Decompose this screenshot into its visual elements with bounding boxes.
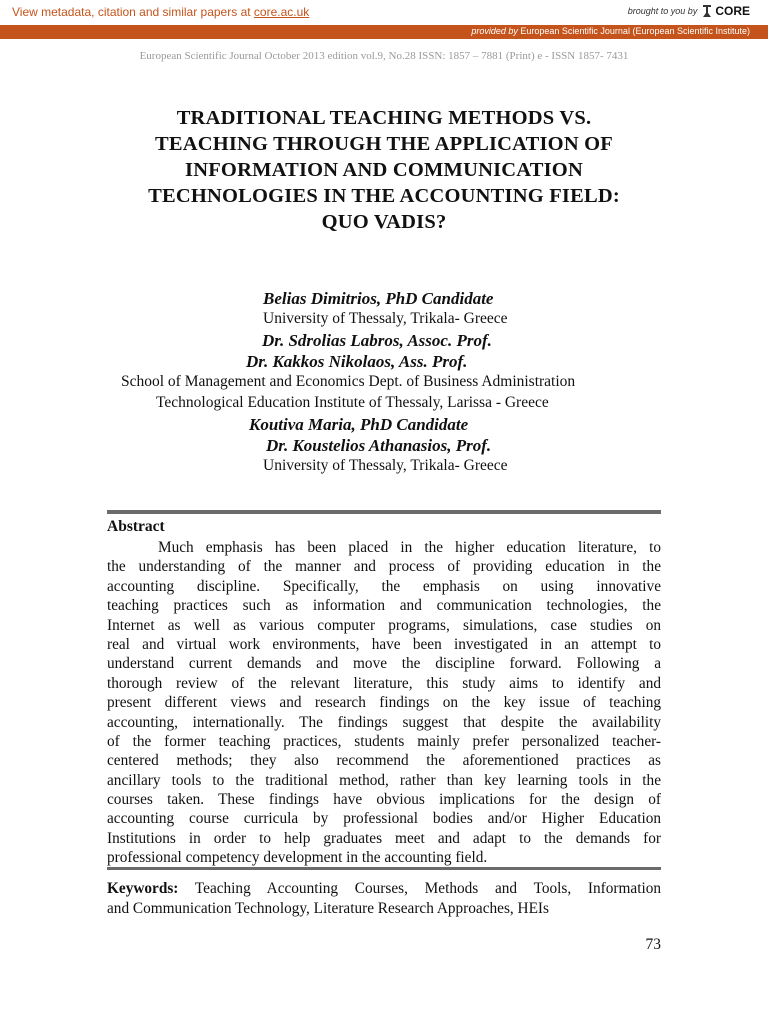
keywords-section [107, 879, 661, 919]
brought-by-text: brought to you by [627, 6, 698, 16]
author-affiliation: Technological Education Institute of Thessaly, Larissa - Greece [156, 394, 549, 411]
author-affiliation: University of Thessaly, Trikala- Greece [263, 457, 508, 474]
core-banner [0, 0, 768, 26]
title-line: TECHNOLOGIES IN THE ACCOUNTING FIELD: [148, 185, 620, 207]
abstract-line: Much emphasis has been placed in the higher education literature, to [158, 539, 661, 556]
author-name: Belias Dimitrios, PhD Candidate [263, 289, 494, 308]
abstract-line: accounting discipline. Specifically, the emphasis on using innovative [107, 577, 661, 595]
journal-header: European Scientific Journal October 2013 edition vol.9, No.28 ISSN: 1857 – 7881 (Print) e - ISSN 1857- 7431 [139, 50, 629, 62]
abstract-text [107, 538, 661, 868]
title-line: INFORMATION AND COMMUNICATION [185, 159, 583, 181]
abstract-line: Internet as well as various computer programs, simulations, case studies on [107, 616, 661, 634]
abstract-line: the understanding of the manner and process of providing education in the [107, 558, 661, 576]
title-line: TRADITIONAL TEACHING METHODS VS. [176, 107, 592, 129]
abstract-line: professional competency development in the accounting field. [107, 849, 488, 867]
core-ac-uk-link[interactable]: core.ac.uk [253, 5, 310, 19]
author-block [0, 289, 768, 478]
provided-by-bar [0, 25, 768, 39]
abstract-line: accounting course curricula by professional bodies and/or Higher Education [107, 810, 661, 828]
abstract-line: ancillary tools to the traditional method, rather than key learning tools in the [107, 771, 661, 789]
core-logo-icon [701, 4, 713, 18]
author-affiliation: School of Management and Economics Dept. of Business Administration [121, 373, 576, 390]
paper-title [90, 105, 678, 235]
title-line: TEACHING THROUGH THE APPLICATION OF [154, 133, 614, 155]
abstract-top-rule [107, 510, 661, 514]
author-affiliation: University of Thessaly, Trikala- Greece [263, 310, 508, 327]
provided-by-prefix: provided by [471, 26, 518, 36]
abstract-line: understand current demands and move the discipline forward. Following a [107, 655, 661, 673]
abstract-line: courses taken. These findings have obvious implications for the design of [107, 791, 661, 809]
author-name: Koutiva Maria, PhD Candidate [249, 415, 469, 434]
keywords-label: Keywords: [107, 880, 179, 897]
core-metadata-link[interactable] [12, 5, 309, 19]
core-link-prefix: View metadata, citation and similar papers at [12, 5, 254, 19]
abstract-line: Institutions in order to help graduates meet and adapt to the demands for [107, 829, 661, 847]
abstract-line: real and virtual work environments, have been investigated in an attempt to [107, 635, 661, 653]
abstract-heading: Abstract [107, 518, 165, 535]
abstract-line: accounting, internationally. The findings suggest that despite the availability [107, 713, 661, 731]
abstract-line: of the former teaching practices, students mainly prefer personalized teacher- [107, 732, 661, 750]
provided-by-source: European Scientific Journal (European Scientific Institute) [517, 26, 750, 36]
provided-by-text [471, 26, 750, 36]
title-line: QUO VADIS? [321, 211, 447, 233]
keywords-text: and Communication Technology, Literature Research Approaches, HEIs [107, 900, 549, 917]
core-label: CORE [715, 4, 750, 18]
brought-to-you-by [628, 4, 750, 18]
keywords-text: Teaching Accounting Courses, Methods and Tools, Information [178, 880, 661, 897]
page-number: 73 [645, 936, 661, 953]
author-name: Dr. Sdrolias Labros, Assoc. Prof. [262, 331, 492, 350]
author-name: Dr. Koustelios Athanasios, Prof. [266, 436, 492, 455]
abstract-line: thorough review of the relevant literature, this study aims to identify and [107, 674, 661, 692]
abstract-line: teaching practices such as information and communication technologies, the [107, 597, 661, 615]
abstract-line: centered methods; they also recommend the aforementioned practices as [107, 752, 661, 770]
abstract-line: present different views and research findings on the key issue of teaching [107, 694, 661, 712]
author-name: Dr. Kakkos Nikolaos, Ass. Prof. [246, 352, 468, 371]
